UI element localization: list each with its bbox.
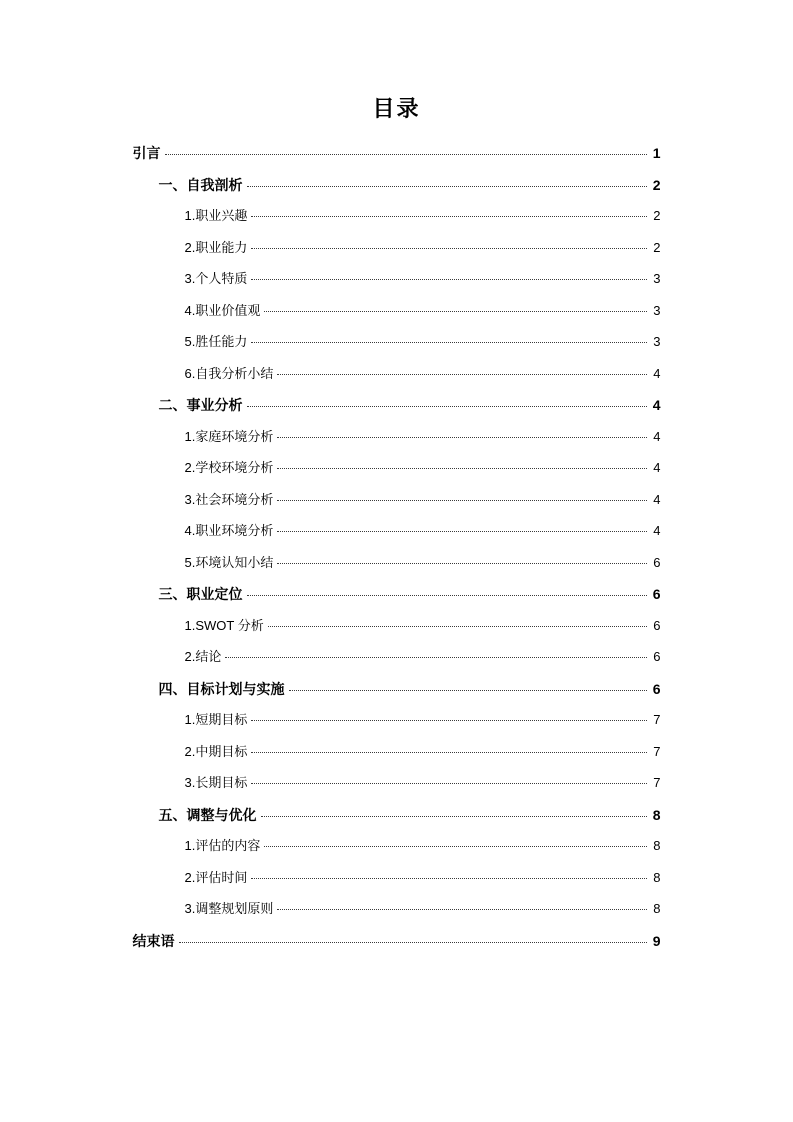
toc-entry-page-number: 8 <box>653 901 661 916</box>
page-title: 目录 <box>372 96 421 121</box>
toc-entry-page-number: 4 <box>653 365 661 381</box>
toc-entry[interactable] <box>133 241 661 273</box>
toc-entry-label: 2.学校环境分析 <box>184 460 274 475</box>
toc-entry[interactable] <box>133 902 661 934</box>
toc-entry-label: 5.环境认知小结 <box>184 554 274 570</box>
toc-entry-label: 1.职业兴趣 <box>184 208 248 223</box>
toc-entry[interactable] <box>133 335 661 367</box>
toc-entry[interactable] <box>133 209 661 241</box>
toc-leader-dots <box>261 815 647 817</box>
toc-leader-dots <box>277 530 646 532</box>
toc-leader-dots <box>247 594 647 596</box>
toc-entry-label: 5.胜任能力 <box>184 334 248 349</box>
toc-entry-label: 1.短期目标 <box>184 712 248 727</box>
toc-entry[interactable] <box>133 839 661 871</box>
toc-entry-page-number: 8 <box>653 869 661 885</box>
toc-entry-label: 1.评估的内容 <box>184 838 261 853</box>
toc-entry-page-number: 3 <box>653 334 661 349</box>
toc-entry-label: 引言 <box>132 145 161 161</box>
toc-entry-label: 四、目标计划与实施 <box>158 680 285 697</box>
toc-leader-dots <box>277 562 646 564</box>
toc-entry-page-number: 2 <box>653 208 661 223</box>
toc-leader-dots <box>247 405 647 407</box>
toc-entry-page-number: 8 <box>652 806 661 823</box>
toc-entry-page-number: 6 <box>652 680 661 697</box>
toc-entry-page-number: 2 <box>652 176 661 193</box>
toc-entry-page-number: 9 <box>652 932 661 949</box>
toc-entry[interactable] <box>133 524 661 556</box>
toc-leader-dots <box>251 751 646 753</box>
toc-entry-label: 3.社会环境分析 <box>184 491 274 507</box>
toc-entry-label: 1.SWOT 分析 <box>184 617 264 633</box>
toc-entry[interactable] <box>133 745 661 777</box>
toc-entry-page-number: 4 <box>653 460 661 475</box>
toc-entry-page-number: 4 <box>653 491 661 507</box>
toc-leader-dots <box>251 278 646 280</box>
toc-entry-page-number: 3 <box>653 302 661 318</box>
toc-leader-dots <box>251 247 646 249</box>
toc-entry-label: 4.职业价值观 <box>184 302 261 318</box>
toc-entry[interactable] <box>133 556 661 588</box>
toc-entry-label: 2.中期目标 <box>184 743 248 759</box>
toc-entry[interactable] <box>133 367 661 399</box>
table-of-contents <box>133 120 661 965</box>
toc-leader-dots <box>251 719 646 721</box>
toc-entry-page-number: 6 <box>653 617 661 633</box>
toc-leader-dots <box>165 153 647 155</box>
toc-entry[interactable] <box>133 776 661 808</box>
toc-leader-dots <box>277 467 646 469</box>
toc-entry[interactable] <box>133 682 661 714</box>
toc-leader-dots <box>225 656 646 658</box>
toc-leader-dots <box>251 877 646 879</box>
toc-entry-page-number: 3 <box>653 271 661 286</box>
toc-entry-page-number: 7 <box>653 712 661 727</box>
toc-entry[interactable] <box>133 146 661 178</box>
toc-leader-dots <box>264 310 646 312</box>
toc-entry[interactable] <box>133 178 661 210</box>
toc-entry-label: 结束语 <box>132 932 175 949</box>
toc-entry-page-number: 4 <box>652 397 661 413</box>
toc-entry-page-number: 6 <box>653 649 661 664</box>
toc-leader-dots <box>277 436 646 438</box>
toc-leader-dots <box>268 625 647 627</box>
toc-leader-dots <box>277 908 646 910</box>
toc-leader-dots <box>264 845 646 847</box>
toc-entry-label: 4.职业环境分析 <box>184 523 274 538</box>
toc-entry-label: 五、调整与优化 <box>158 806 257 823</box>
toc-entry-label: 3.长期目标 <box>184 775 248 790</box>
toc-entry[interactable] <box>133 587 661 619</box>
toc-entry-page-number: 7 <box>653 775 661 790</box>
toc-leader-dots <box>289 689 647 691</box>
toc-entry-page-number: 7 <box>653 743 661 759</box>
toc-entry-label: 3.调整规划原则 <box>184 901 274 916</box>
toc-entry-label: 三、职业定位 <box>158 586 243 602</box>
toc-entry-page-number: 4 <box>653 428 661 444</box>
toc-entry-page-number: 8 <box>653 838 661 853</box>
toc-entry[interactable] <box>133 871 661 903</box>
toc-leader-dots <box>247 185 647 187</box>
toc-entry-page-number: 4 <box>653 523 661 538</box>
toc-entry[interactable] <box>133 430 661 462</box>
toc-entry-label: 2.结论 <box>184 649 222 664</box>
toc-entry[interactable] <box>133 272 661 304</box>
toc-entry-page-number: 6 <box>652 586 661 602</box>
toc-entry-page-number: 2 <box>653 239 661 255</box>
toc-entry-label: 二、事业分析 <box>158 397 243 413</box>
toc-entry-page-number: 6 <box>653 554 661 570</box>
toc-entry[interactable] <box>133 619 661 651</box>
toc-entry-label: 3.个人特质 <box>184 271 248 286</box>
toc-entry-page-number: 1 <box>652 145 661 161</box>
toc-entry[interactable] <box>133 934 661 966</box>
toc-entry[interactable] <box>133 461 661 493</box>
toc-entry-label: 2.评估时间 <box>184 869 248 885</box>
toc-entry[interactable] <box>133 398 661 430</box>
toc-entry[interactable] <box>133 713 661 745</box>
toc-entry-label: 6.自我分析小结 <box>184 365 274 381</box>
toc-entry-label: 2.职业能力 <box>184 239 248 255</box>
toc-entry-label: 一、自我剖析 <box>158 176 243 193</box>
toc-leader-dots <box>277 499 646 501</box>
toc-leader-dots <box>251 341 646 343</box>
toc-leader-dots <box>251 215 646 217</box>
toc-entry-label: 1.家庭环境分析 <box>184 428 274 444</box>
toc-entry[interactable] <box>133 493 661 525</box>
toc-leader-dots <box>179 941 647 943</box>
toc-leader-dots <box>251 782 646 784</box>
toc-entry[interactable] <box>133 808 661 840</box>
toc-entry[interactable] <box>133 304 661 336</box>
toc-entry[interactable] <box>133 650 661 682</box>
toc-leader-dots <box>277 373 646 375</box>
